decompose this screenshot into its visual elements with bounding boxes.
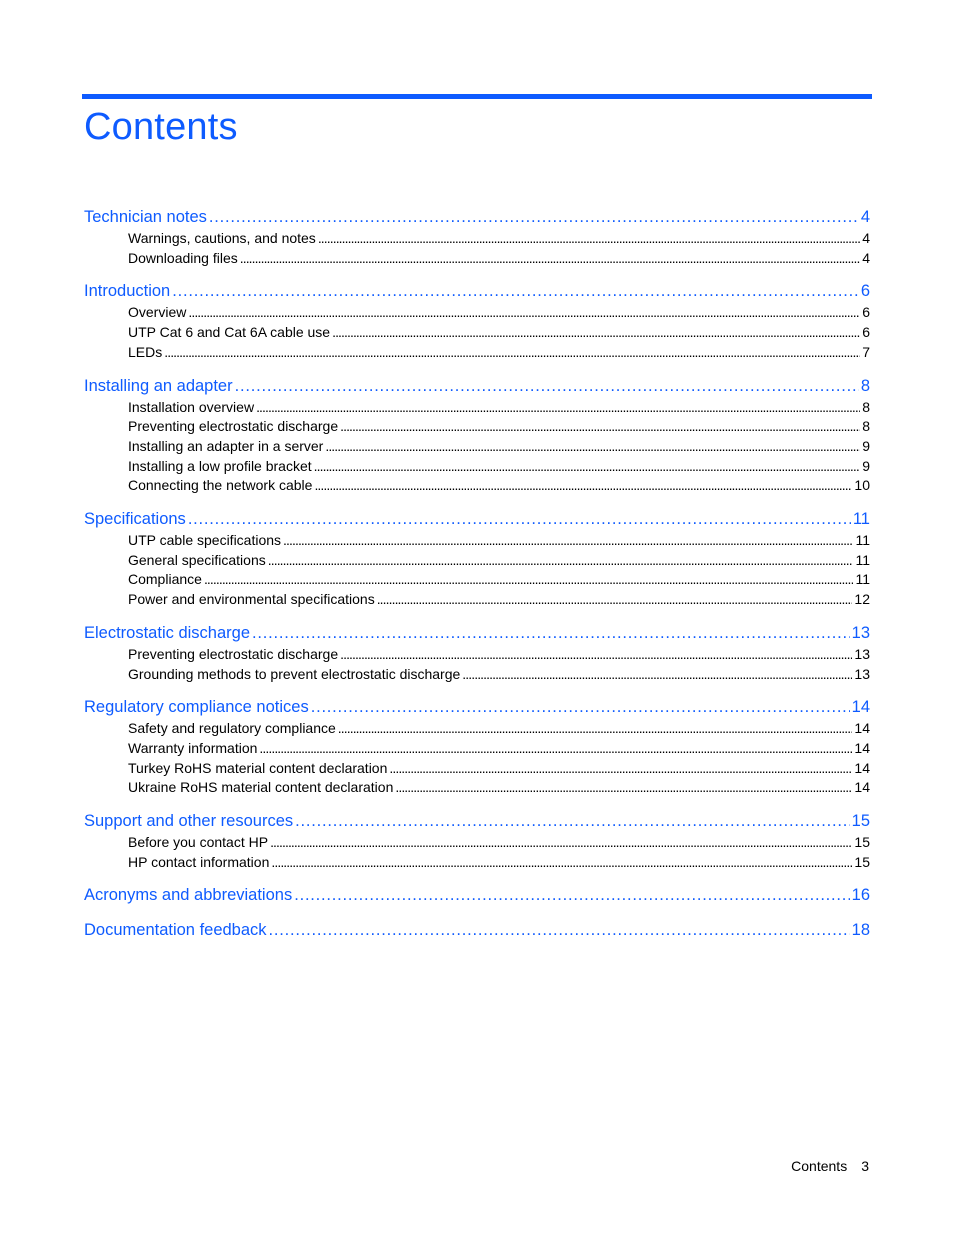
toc-page-number[interactable]: 15 <box>854 853 870 870</box>
dot-leader <box>269 919 850 942</box>
toc-subsection-entry[interactable] <box>84 645 870 665</box>
toc-section <box>84 508 870 610</box>
toc-subsection-entry[interactable] <box>84 303 870 323</box>
dot-leader <box>318 229 860 249</box>
dot-leader <box>256 398 860 418</box>
toc-page-number[interactable]: 11 <box>855 532 870 549</box>
dot-leader <box>283 531 853 551</box>
footer-label: Contents <box>791 1158 848 1174</box>
toc-section <box>84 884 870 907</box>
toc-page-number[interactable]: 10 <box>854 477 870 494</box>
toc-chapter-entry[interactable] <box>84 206 870 229</box>
dot-leader <box>389 759 852 779</box>
toc-entry-title[interactable]: Preventing electrostatic discharge <box>128 645 339 662</box>
toc-page-number[interactable]: 13 <box>854 665 870 682</box>
toc-chapter-entry[interactable] <box>84 622 870 645</box>
toc-entry-title[interactable]: Ukraine RoHS material content declaration <box>128 779 394 796</box>
toc-entry-title[interactable]: Specifications <box>84 510 186 529</box>
dot-leader <box>172 280 859 303</box>
dot-leader <box>235 375 859 398</box>
toc-subsection-entry[interactable] <box>84 778 870 798</box>
toc-page-number[interactable]: 16 <box>851 886 870 905</box>
toc-entry-title[interactable]: HP contact information <box>128 853 270 870</box>
toc-section <box>84 696 870 798</box>
toc-chapter-entry[interactable] <box>84 280 870 303</box>
dot-leader <box>395 778 852 798</box>
toc-entry-title[interactable]: Warranty information <box>128 739 258 756</box>
toc-entry-title[interactable]: General specifications <box>128 551 266 568</box>
dot-leader <box>295 810 850 833</box>
footer-page-number: 3 <box>861 1158 869 1174</box>
toc-page-number[interactable]: 6 <box>860 282 870 301</box>
toc-section <box>84 810 870 872</box>
dot-leader <box>164 343 860 363</box>
toc-subsection-entry[interactable] <box>84 398 870 418</box>
table-of-contents <box>84 206 870 954</box>
toc-page-number[interactable]: 13 <box>854 645 870 662</box>
dot-leader <box>314 457 861 477</box>
dot-leader <box>462 665 852 685</box>
toc-entry-title[interactable]: Installing an adapter <box>84 376 233 395</box>
toc-page-number[interactable]: 14 <box>851 698 870 717</box>
toc-section <box>84 375 870 497</box>
toc-entry-title[interactable]: UTP cable specifications <box>128 532 282 549</box>
toc-page-number[interactable]: 4 <box>862 249 870 266</box>
dot-leader <box>311 696 850 719</box>
dot-leader <box>240 249 860 269</box>
toc-entry-title[interactable]: LEDs <box>128 343 163 360</box>
toc-page-number[interactable]: 11 <box>855 551 870 568</box>
toc-entry-title[interactable]: Downloading files <box>128 249 238 266</box>
toc-section <box>84 622 870 684</box>
dot-leader <box>338 719 853 739</box>
toc-chapter-entry[interactable] <box>84 508 870 531</box>
dot-leader <box>332 323 860 343</box>
toc-subsection-entry[interactable] <box>84 343 870 363</box>
toc-entry-title[interactable]: Before you contact HP <box>128 834 269 851</box>
toc-entry-title[interactable]: Grounding methods to prevent electrostatic discharge <box>128 665 461 682</box>
dot-leader <box>340 417 860 437</box>
toc-entry-title[interactable]: Technician notes <box>84 208 207 226</box>
page-title: Contents <box>84 106 238 148</box>
toc-entry-title[interactable]: Support and other resources <box>84 812 294 831</box>
toc-subsection-entry[interactable] <box>84 437 870 457</box>
toc-page-number[interactable]: 15 <box>851 812 870 831</box>
toc-entry-title[interactable]: Regulatory compliance notices <box>84 698 309 717</box>
page-footer <box>791 1158 869 1174</box>
toc-page-number[interactable]: 14 <box>854 759 870 776</box>
dot-leader <box>204 570 854 590</box>
toc-entry-title[interactable]: Turkey RoHS material content declaration <box>128 759 388 776</box>
toc-subsection-entry[interactable] <box>84 739 870 759</box>
dot-leader <box>188 508 851 531</box>
toc-subsection-entry[interactable] <box>84 476 870 496</box>
toc-subsection-entry[interactable] <box>84 551 870 571</box>
toc-entry-title[interactable]: UTP Cat 6 and Cat 6A cable use <box>128 324 331 341</box>
dot-leader <box>268 551 854 571</box>
dot-leader <box>340 645 852 665</box>
toc-entry-title[interactable]: Electrostatic discharge <box>84 623 250 642</box>
toc-entry-title[interactable]: Acronyms and abbreviations <box>84 886 293 905</box>
dot-leader <box>270 833 852 853</box>
toc-page-number[interactable]: 9 <box>862 457 870 474</box>
toc-page-number[interactable]: 7 <box>862 343 870 360</box>
toc-subsection-entry[interactable] <box>84 665 870 685</box>
toc-entry-title[interactable]: Warnings, cautions, and notes <box>128 230 316 246</box>
toc-subsection-entry[interactable] <box>84 759 870 779</box>
toc-page-number[interactable]: 8 <box>862 418 870 435</box>
dot-leader <box>252 622 850 645</box>
toc-entry-title[interactable]: Compliance <box>128 571 202 588</box>
toc-subsection-entry[interactable] <box>84 590 870 610</box>
toc-section <box>84 919 870 942</box>
toc-entry-title[interactable]: Connecting the network cable <box>128 477 313 494</box>
toc-page-number[interactable]: 14 <box>854 779 870 796</box>
toc-page-number[interactable]: 14 <box>854 720 870 737</box>
toc-page-number[interactable]: 12 <box>854 591 870 608</box>
dot-leader <box>325 437 860 457</box>
toc-entry-title[interactable]: Power and environmental specifications <box>128 591 375 608</box>
toc-page-number[interactable]: 11 <box>855 571 870 588</box>
title-rule <box>82 94 872 99</box>
toc-entry-title[interactable]: Documentation feedback <box>84 921 267 940</box>
dot-leader <box>188 303 860 323</box>
toc-chapter-entry[interactable] <box>84 919 870 942</box>
toc-chapter-entry[interactable] <box>84 884 870 907</box>
toc-chapter-entry[interactable] <box>84 696 870 719</box>
dot-leader <box>377 590 853 610</box>
toc-section <box>84 280 870 362</box>
toc-subsection-entry[interactable] <box>84 249 870 269</box>
toc-page-number[interactable]: 15 <box>854 834 870 851</box>
dot-leader <box>271 853 852 873</box>
toc-subsection-entry[interactable] <box>84 457 870 477</box>
toc-section <box>84 206 870 268</box>
toc-page-number[interactable]: 4 <box>862 230 870 246</box>
toc-entry-title[interactable]: Introduction <box>84 282 171 301</box>
toc-subsection-entry[interactable] <box>84 417 870 437</box>
dot-leader <box>259 739 852 759</box>
toc-subsection-entry[interactable] <box>84 719 870 739</box>
toc-subsection-entry[interactable] <box>84 853 870 873</box>
toc-page-number[interactable]: 8 <box>860 376 870 395</box>
toc-entry-title[interactable]: Installing an adapter in a server <box>128 437 324 454</box>
dot-leader <box>209 206 859 229</box>
toc-page-number[interactable]: 4 <box>860 208 870 226</box>
toc-page-number[interactable]: 18 <box>851 921 870 940</box>
toc-subsection-entry[interactable] <box>84 229 870 249</box>
toc-page-number[interactable]: 9 <box>862 437 870 454</box>
toc-entry-title[interactable]: Installing a low profile bracket <box>128 457 312 474</box>
toc-subsection-entry[interactable] <box>84 833 870 853</box>
toc-entry-title[interactable]: Safety and regulatory compliance <box>128 720 336 737</box>
toc-subsection-entry[interactable] <box>84 323 870 343</box>
toc-entry-title[interactable]: Overview <box>128 304 187 321</box>
toc-page-number[interactable]: 8 <box>862 398 870 415</box>
toc-subsection-entry[interactable] <box>84 531 870 551</box>
dot-leader <box>294 884 849 907</box>
toc-chapter-entry[interactable] <box>84 810 870 833</box>
toc-subsection-entry[interactable] <box>84 570 870 590</box>
dot-leader <box>314 476 852 496</box>
toc-page-number[interactable]: 11 <box>852 510 870 529</box>
toc-entry-title[interactable]: Preventing electrostatic discharge <box>128 418 339 435</box>
toc-entry-title[interactable]: Installation overview <box>128 398 255 415</box>
toc-page-number[interactable]: 6 <box>862 304 870 321</box>
toc-page-number[interactable]: 13 <box>851 623 870 642</box>
toc-page-number[interactable]: 14 <box>854 739 870 756</box>
toc-page-number[interactable]: 6 <box>862 324 870 341</box>
toc-chapter-entry[interactable] <box>84 375 870 398</box>
